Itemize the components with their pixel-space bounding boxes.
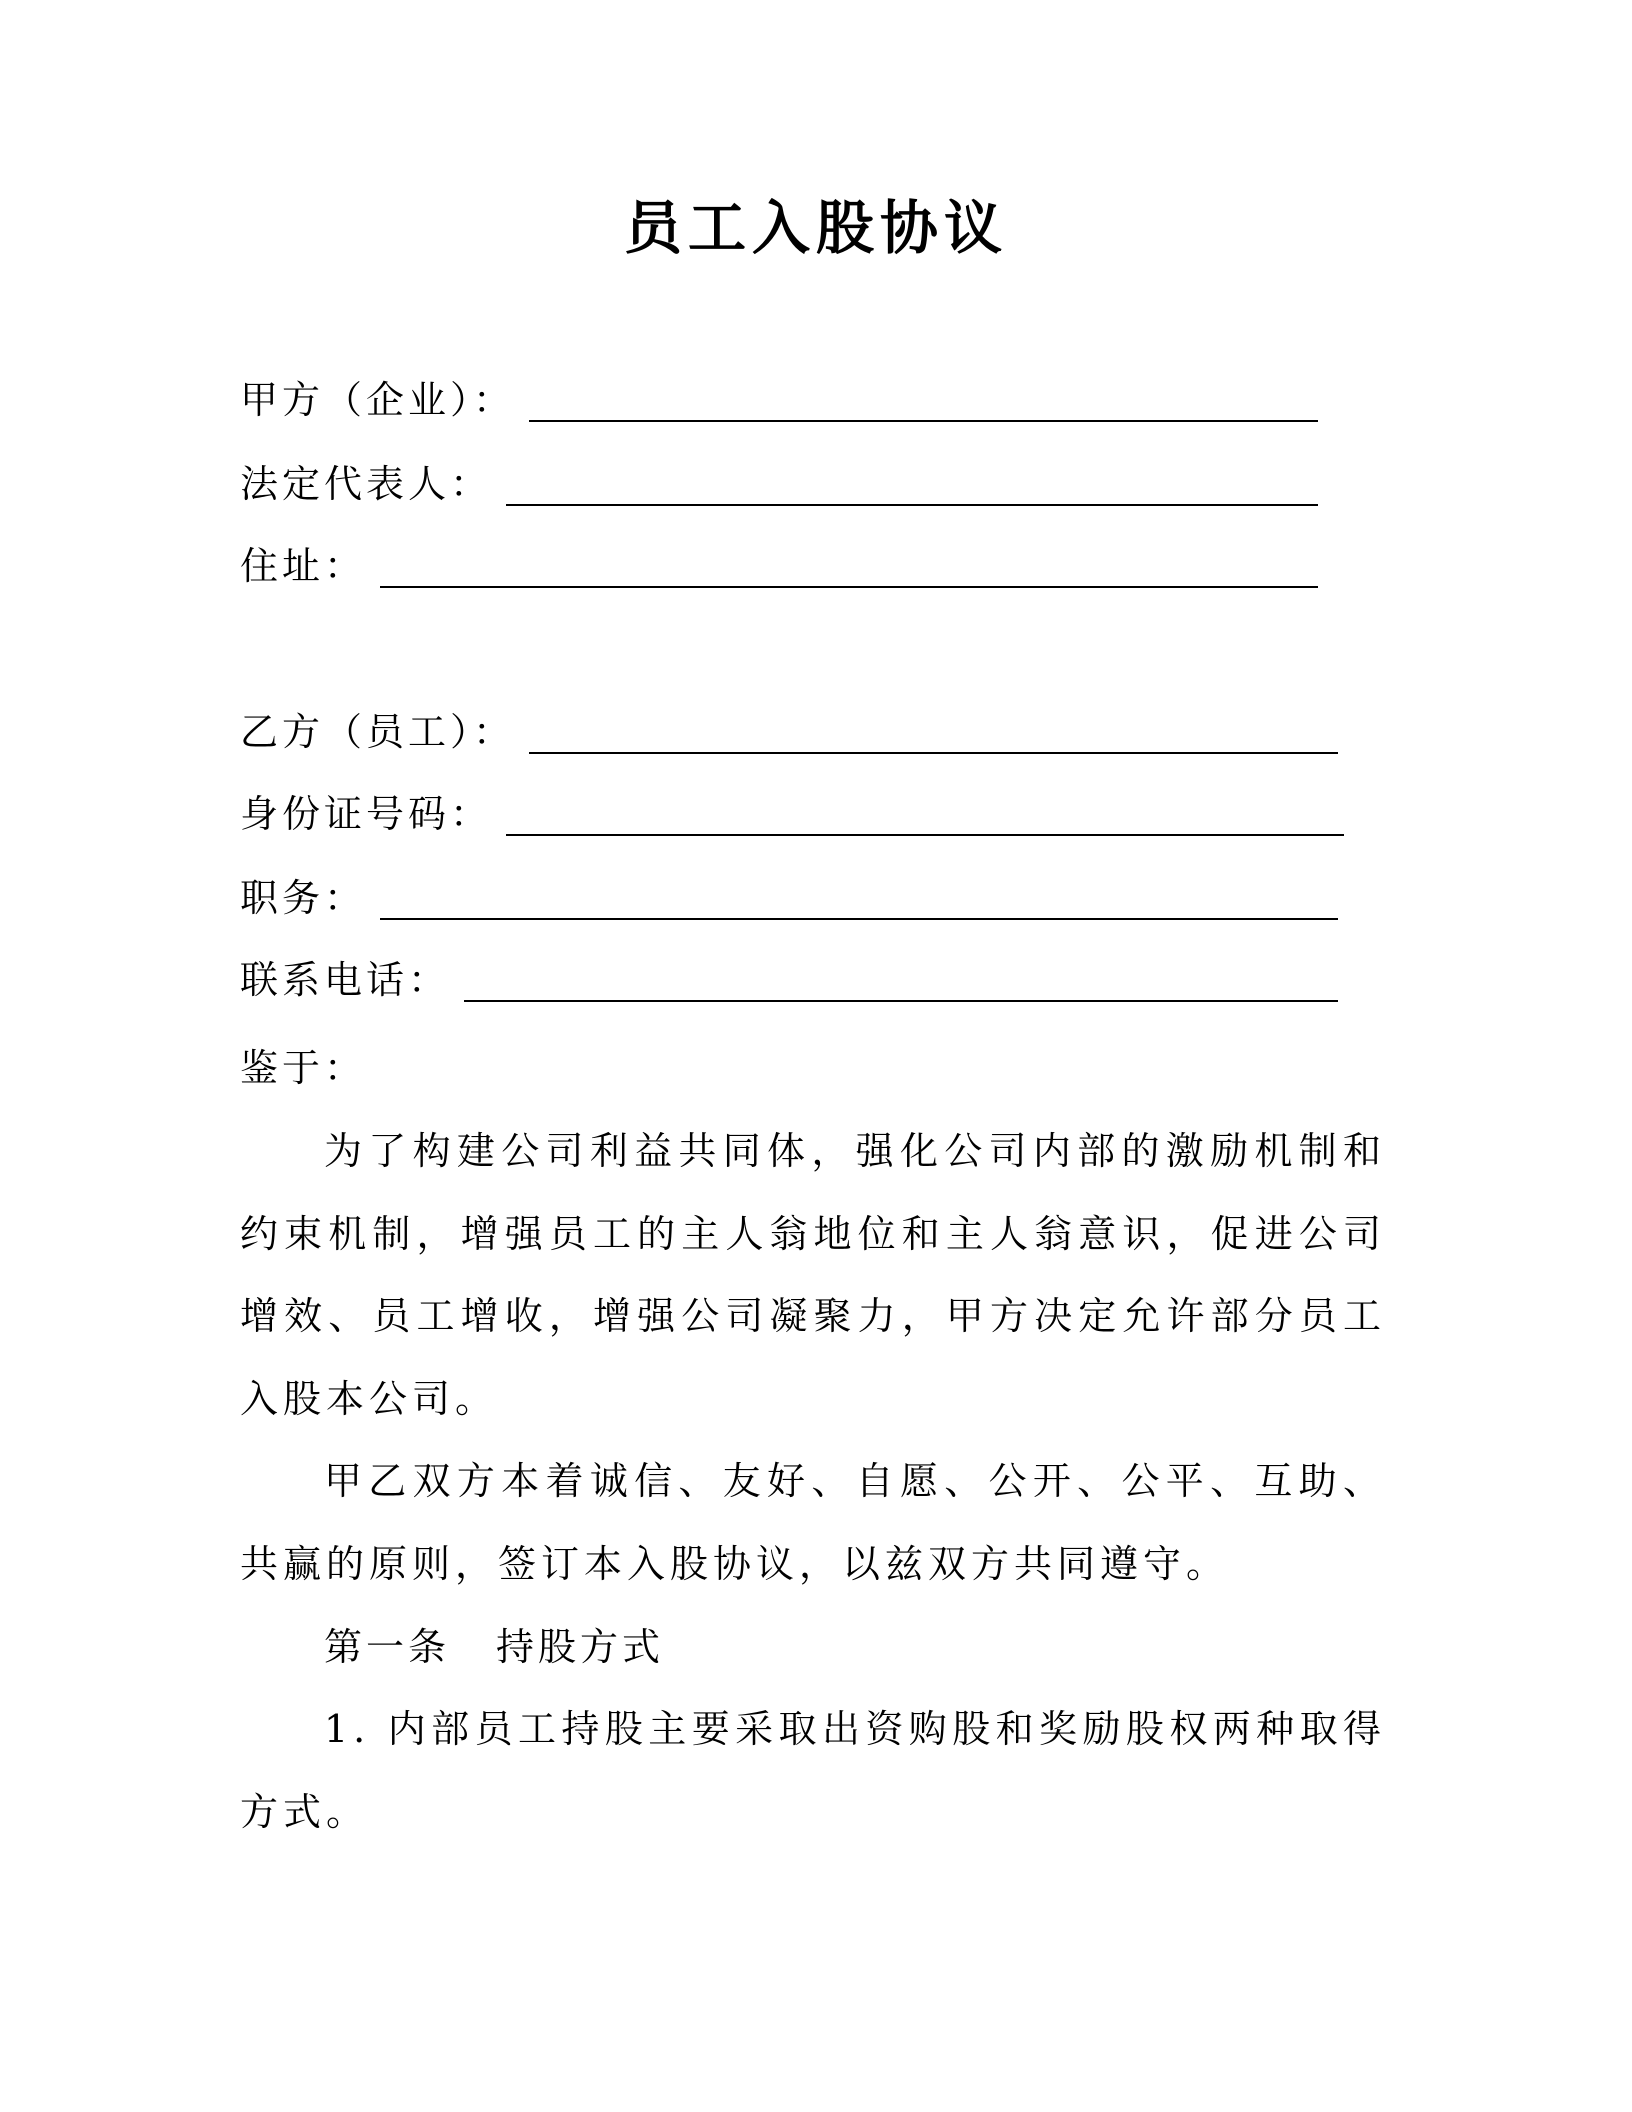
party-a-rep-blank[interactable] xyxy=(506,460,1318,506)
article-1-title: 持股方式 xyxy=(496,1625,665,1669)
party-b-id-blank[interactable] xyxy=(506,790,1344,836)
party-b-position-field[interactable] xyxy=(240,866,1338,926)
party-b-id-field[interactable] xyxy=(240,782,1344,842)
party-a-address-blank[interactable] xyxy=(380,542,1318,588)
recital-heading: 鉴于： xyxy=(240,1046,367,1090)
recital-paragraph-1: 为了构建公司利益共同体，强化公司内部的激励机制和约束机制，增强员工的主人翁地位和主人翁意识，促进公司增效、员工增收，增强公司凝聚力，甲方决定允许部分员工入股本公司。 xyxy=(240,1129,1386,1421)
party-b-phone-label: 联系电话： xyxy=(240,958,451,1002)
party-b-phone-blank[interactable] xyxy=(464,956,1338,1002)
party-a-rep-field[interactable] xyxy=(240,452,1318,512)
party-b-phone-field[interactable] xyxy=(240,948,1338,1008)
party-a-address-label: 住址： xyxy=(240,544,367,588)
party-b-position-label: 职务： xyxy=(240,876,367,920)
party-b-position-blank[interactable] xyxy=(380,874,1338,920)
article-1-number: 第一条 xyxy=(324,1625,451,1669)
party-b-name-blank[interactable] xyxy=(529,708,1338,754)
party-a-name-blank[interactable] xyxy=(529,376,1318,422)
party-b-name-label: 乙方（员工）： xyxy=(240,710,516,754)
party-b-id-label: 身份证号码： xyxy=(240,792,493,836)
party-a-name-field[interactable] xyxy=(240,368,1318,428)
party-a-address-field[interactable] xyxy=(240,534,1318,594)
party-b-name-field[interactable] xyxy=(240,700,1338,760)
recital-paragraph-2: 甲乙双方本着诚信、友好、自愿、公开、公平、互助、共赢的原则，签订本入股协议，以兹双方共同遵守。 xyxy=(240,1459,1386,1586)
article-1-heading xyxy=(324,1617,664,1677)
article-1-item-1: 1. 内部员工持股主要采取出资购股和奖励股权两种取得方式。 xyxy=(240,1707,1386,1834)
party-a-name-label: 甲方（企业）： xyxy=(240,378,516,422)
party-a-rep-label: 法定代表人： xyxy=(240,462,493,506)
document-title: 员工入股协议 xyxy=(623,194,1008,262)
